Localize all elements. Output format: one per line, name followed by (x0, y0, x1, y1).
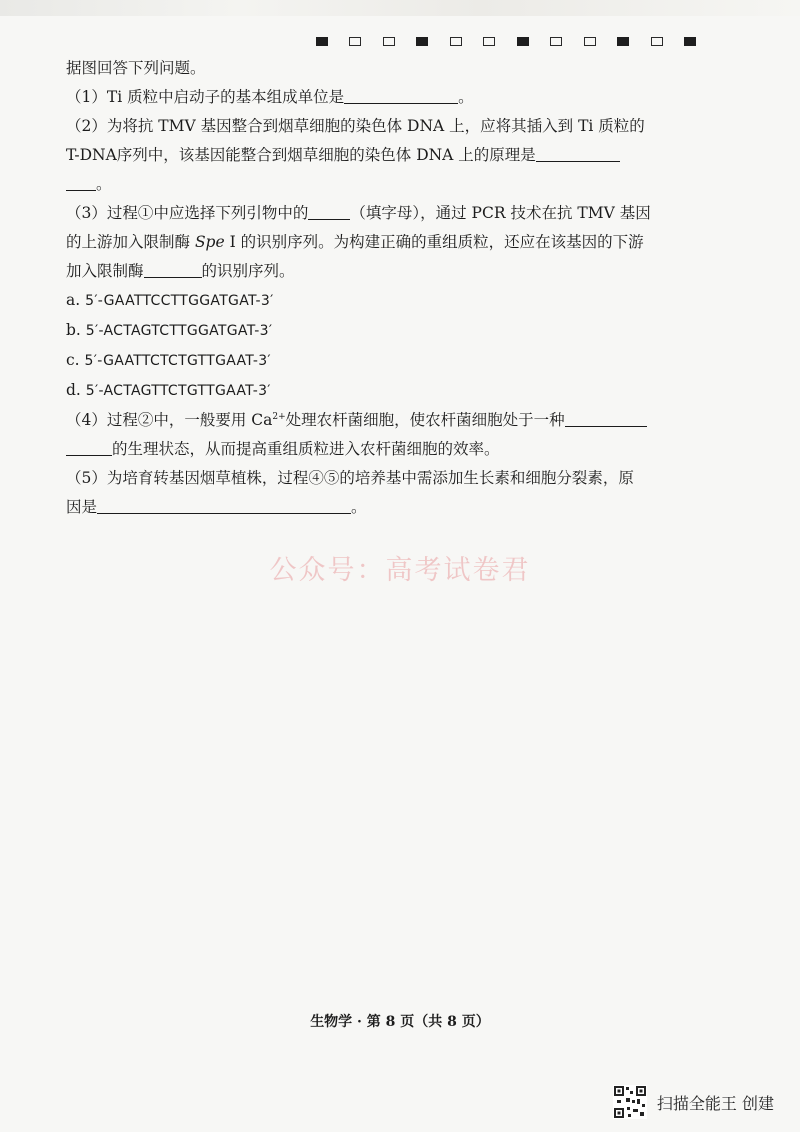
option-c-seq: 5′-GAATTCTCTGTTGAAT-3′ (84, 353, 271, 369)
option-d-seq: 5′-ACTAGTTCTGTTGAAT-3′ (85, 383, 271, 399)
question-2 (66, 112, 696, 199)
q1-end: 。 (458, 88, 474, 106)
registration-mark-open (550, 37, 562, 46)
q3-enzyme-blank[interactable] (144, 261, 202, 278)
registration-mark-open (584, 37, 596, 46)
q3-line1-a: （3）过程①中应选择下列引物中的 (66, 204, 309, 222)
option-b (66, 316, 696, 346)
option-a-seq: 5′-GAATTCCTTGGATGAT-3′ (85, 293, 274, 309)
registration-mark-open (349, 37, 361, 46)
scanner-badge (613, 1084, 774, 1120)
q3-enzyme-italic: Spe (194, 233, 225, 251)
option-c (66, 346, 696, 376)
registration-mark-filled (517, 37, 529, 46)
q4-line1-b: 处理农杆菌细胞，使农杆菌细胞处于一种 (285, 411, 565, 429)
registration-mark-filled (617, 37, 629, 46)
question-1 (66, 83, 696, 112)
option-d-label: d. (66, 381, 81, 399)
q5-line2-a: 因是 (66, 498, 98, 516)
header-registration-marks (316, 34, 696, 48)
q1-text: （1）Ti 质粒中启动子的基本组成单位是 (66, 88, 345, 106)
question-3 (66, 199, 696, 286)
registration-mark-filled (416, 37, 428, 46)
q3-line3-b: 的识别序列。 (201, 262, 295, 280)
q5-line1: （5）为培育转基因烟草植株，过程④⑤的培养基中需添加生长素和细胞分裂素，原 (66, 469, 634, 487)
q2-line2: T-DNA序列中，该基因能整合到烟草细胞的染色体 DNA 上的原理是 (66, 146, 536, 164)
registration-mark-filled (684, 37, 696, 46)
q3-line1-b: （填字母），通过 PCR 技术在抗 TMV 基因 (350, 204, 651, 222)
question-4 (66, 406, 696, 464)
q4-line2: 的生理状态，从而提高重组质粒进入农杆菌细胞的效率。 (112, 440, 500, 458)
q2-end: 。 (96, 175, 112, 193)
question-5 (66, 464, 696, 522)
registration-mark-open (651, 37, 663, 46)
page-footer: 生物学 · 第 8 页（共 8 页） (310, 1014, 490, 1030)
option-a-label: a. (66, 291, 81, 309)
registration-mark-open (383, 37, 395, 46)
question-body (66, 54, 696, 522)
q4-answer-blank-1[interactable] (565, 410, 647, 427)
primer-options (66, 286, 696, 406)
option-b-label: b. (66, 321, 81, 339)
scan-top-edge (0, 0, 800, 16)
q2-answer-blank-1[interactable] (536, 145, 620, 162)
option-d (66, 376, 696, 406)
qr-code-icon (613, 1085, 647, 1119)
option-c-label: c. (66, 351, 80, 369)
watermark: 公众号：高考试卷君 (269, 555, 531, 586)
registration-mark-open (450, 37, 462, 46)
q5-end: 。 (351, 498, 367, 516)
option-b-seq: 5′-ACTAGTCTTGGATGAT-3′ (85, 323, 273, 339)
q4-line1-a: （4）过程②中，一般要用 Ca (66, 411, 273, 429)
q3-line3-a: 加入限制酶 (66, 262, 144, 280)
lead-line: 据图回答下列问题。 (66, 59, 206, 77)
registration-mark-open (483, 37, 495, 46)
registration-mark-filled (316, 37, 328, 46)
q4-answer-blank-2[interactable] (66, 439, 112, 456)
scanner-label: 扫描全能王 创建 (656, 1093, 774, 1113)
q3-line2-b: Ⅰ 的识别序列。为构建正确的重组质粒，还应在该基因的下游 (224, 233, 644, 251)
q1-answer-blank[interactable] (344, 87, 458, 104)
option-a (66, 286, 696, 316)
q5-answer-blank[interactable] (97, 497, 351, 514)
q3-primer-blank[interactable] (308, 203, 350, 220)
q3-line2-a: 的上游加入限制酶 (66, 233, 195, 251)
q2-answer-blank-2[interactable] (66, 174, 96, 191)
q4-superscript: 2+ (272, 412, 286, 422)
q2-line1: （2）为将抗 TMV 基因整合到烟草细胞的染色体 DNA 上，应将其插入到 Ti 质粒的 (66, 117, 645, 135)
